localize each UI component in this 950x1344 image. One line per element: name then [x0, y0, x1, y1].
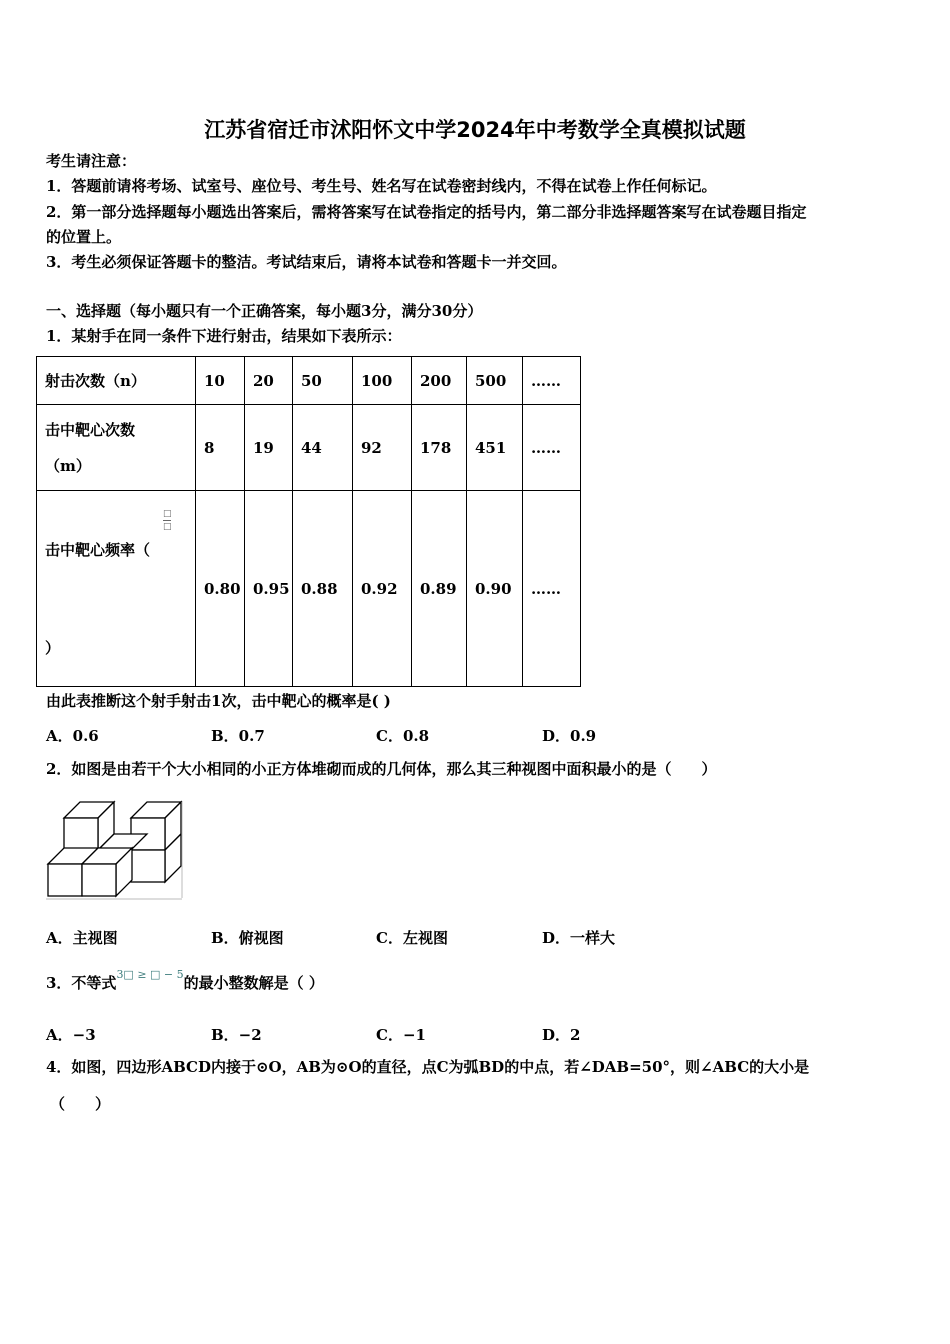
q3-stem-a: 3．不等式	[46, 974, 117, 992]
table-cell-label	[37, 491, 196, 687]
table-cell: 500	[467, 357, 523, 405]
q3-option-a: A．−3	[46, 1026, 96, 1044]
table-cell: ……	[523, 357, 581, 405]
q3-inequality: 3□ ≥ □ − 5	[116, 968, 184, 981]
notice-item-1: 1．答题前请将考场、试室号、座位号、考生号、姓名写在试卷密封线内，不得在试卷上作任何标记。	[46, 177, 717, 195]
table-cell: 19	[245, 405, 293, 491]
table-cell: 20	[245, 357, 293, 405]
row2-label-b: （m）	[45, 456, 91, 475]
table-cell: ……	[523, 491, 581, 687]
q3-option-d: D．2	[542, 1026, 581, 1044]
cube-front-face	[48, 864, 82, 896]
table-cell: 0.90	[467, 491, 523, 687]
table-cell: 451	[467, 405, 523, 491]
q4-stem-cont: （ ）	[50, 1095, 111, 1113]
q1-option-a: A．0.6	[46, 727, 99, 745]
notice-item-2-cont: 的位置上。	[46, 228, 122, 246]
table-cell: 0.92	[353, 491, 412, 687]
notice-heading: 考生请注意：	[46, 152, 137, 170]
cube-stack-figure	[44, 798, 186, 902]
table-cell: 0.80	[196, 491, 245, 687]
table-row	[37, 491, 581, 687]
q1-option-d: D．0.9	[542, 727, 597, 745]
cube-front-face	[82, 864, 116, 896]
q1-stem: 1．某射手在同一条件下进行射击，结果如下表所示：	[46, 327, 402, 345]
frac-bar	[163, 520, 171, 521]
row3-label-b: ）	[45, 639, 61, 657]
q1-question: 由此表推断这个射手射击1次，击中靶心的概率是( )	[46, 692, 391, 710]
table-cell: 200	[412, 357, 467, 405]
table-cell: 0.89	[412, 491, 467, 687]
notice-item-3: 3．考生必须保证答题卡的整洁。考试结束后，请将本试卷和答题卡一并交回。	[46, 253, 567, 271]
table-cell: 8	[196, 405, 245, 491]
cube-front-face	[64, 818, 98, 850]
q3-stem	[46, 968, 324, 992]
table-row	[37, 405, 581, 491]
table-cell-label: 射击次数（n）	[37, 357, 196, 405]
page-title: 江苏省宿迁市沭阳怀文中学2024年中考数学全真模拟试题	[204, 118, 746, 142]
table-cell-label	[37, 405, 196, 491]
cube-front-face	[131, 850, 165, 882]
table-cell: ……	[523, 405, 581, 491]
frac-bottom: □	[163, 522, 172, 532]
table-cell: 0.95	[245, 491, 293, 687]
q3-stem-b: 的最小整数解是（ ）	[183, 974, 324, 992]
row3-label-a: 击中靶心频率（	[45, 541, 151, 559]
table-cell: 92	[353, 405, 412, 491]
notice-item-2: 2．第一部分选择题每小题选出答案后，需将答案写在试卷指定的括号内，第二部分非选择题答案写在试卷题目指定	[46, 203, 807, 221]
q2-option-a: A．主视图	[46, 929, 118, 947]
q3-option-c: C．−1	[376, 1026, 426, 1044]
table-cell: 178	[412, 405, 467, 491]
q2-option-b: B．俯视图	[211, 929, 284, 947]
q1-option-b: B．0.7	[211, 727, 265, 745]
table-cell: 10	[196, 357, 245, 405]
table-cell: 0.88	[293, 491, 353, 687]
q2-option-c: C．左视图	[376, 929, 448, 947]
row2-label-a: 击中靶心次数	[45, 420, 136, 439]
table-row	[37, 357, 581, 405]
table-cell: 100	[353, 357, 412, 405]
q3-option-b: B．−2	[211, 1026, 262, 1044]
q2-option-d: D．一样大	[542, 929, 616, 947]
frac-top: □	[163, 509, 172, 519]
shooting-table	[36, 356, 581, 687]
table-cell: 50	[293, 357, 353, 405]
q2-stem: 2．如图是由若干个大小相同的小正方体堆砌而成的几何体，那么其三种视图中面积最小的是（ ）	[46, 760, 717, 778]
q4-stem: 4．如图，四边形ABCD内接于⊙O，AB为⊙O的直径，点C为弧BD的中点，若∠DAB=50°，则∠ABC的大小是	[46, 1058, 810, 1076]
section-heading: 一、选择题（每小题只有一个正确答案，每小题3分，满分30分）	[46, 302, 483, 320]
q1-option-c: C．0.8	[376, 727, 430, 745]
table-cell: 44	[293, 405, 353, 491]
